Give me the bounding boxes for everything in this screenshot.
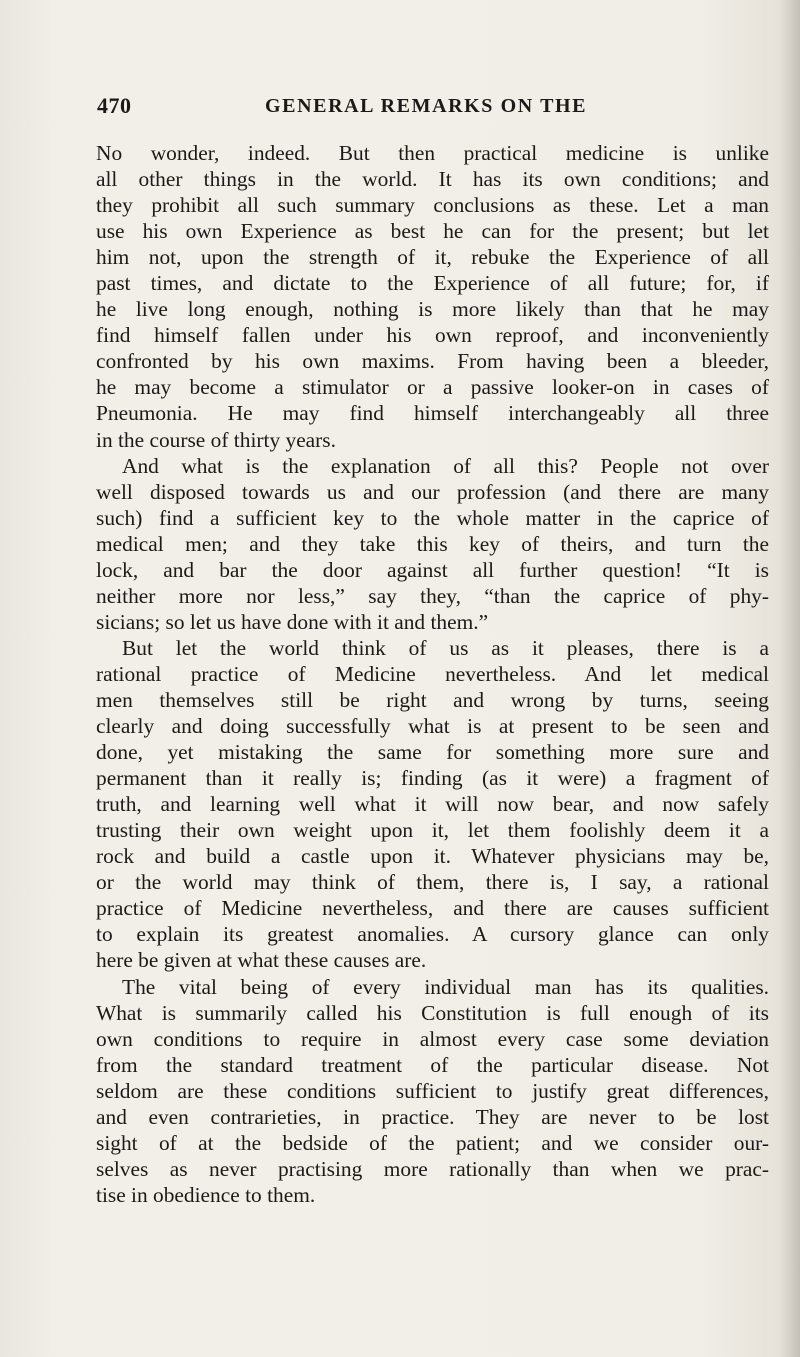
text-line: done, yet mistaking the same for something more sure and [96,740,769,765]
text-line: him not, upon the strength of it, rebuke the Experience of all [96,245,769,270]
body-text [96,140,769,1208]
text-line: sight of at the bedside of the patient; and we consider our- [96,1130,769,1155]
paragraph [96,140,769,453]
text-line: he live long enough, nothing is more likely than that he may [96,297,769,322]
text-line: trusting their own weight upon it, let them foolishly deem it a [96,818,769,843]
text-line: own conditions to require in almost every case some deviation [96,1026,769,1051]
text-line: well disposed towards us and our profession (and there are many [96,479,769,504]
text-line: The vital being of every individual man has its qualities. [122,974,769,999]
text-line: from the standard treatment of the particular disease. Not [96,1052,769,1077]
page-header [97,93,767,119]
text-line: sicians; so let us have done with it and them.” [96,609,489,634]
text-line: he may become a stimulator or a passive looker-on in cases of [96,375,769,400]
text-line: What is summarily called his Constitution is full enough of its [96,1000,769,1025]
text-line: Pneumonia. He may find himself interchangeably all three [96,401,769,426]
paragraph [96,453,769,635]
text-line: past times, and dictate to the Experience of all future; for, if [96,271,769,296]
text-line: such) find a sufficient key to the whole matter in the caprice of [96,505,769,530]
text-line: And what is the explanation of all this? People not over [122,453,769,478]
text-line: seldom are these conditions sufficient to justify great differences, [96,1078,769,1103]
text-line: and even contrarieties, in practice. They are never to be lost [96,1104,769,1129]
text-line: use his own Experience as best he can for the present; but let [96,219,769,244]
text-line: they prohibit all such summary conclusions as these. Let a man [96,193,769,218]
text-line: rational practice of Medicine nevertheless. And let medical [96,661,769,686]
text-line: confronted by his own maxims. From having been a bleeder, [96,349,769,374]
text-line: in the course of thirty years. [96,427,336,452]
text-line: practice of Medicine nevertheless, and there are causes sufficient [96,896,769,921]
page-edge-shadow [778,0,800,1357]
text-line: here be given at what these causes are. [96,948,427,973]
text-line: clearly and doing successfully what is at present to be seen and [96,714,769,739]
text-line: But let the world think of us as it pleases, there is a [122,635,769,660]
page-number: 470 [97,93,132,118]
text-line: rock and build a castle upon it. Whatever physicians may be, [96,844,769,869]
text-line: find himself fallen under his own reproof, and inconveniently [96,323,769,348]
text-line: all other things in the world. It has its own conditions; and [96,167,769,192]
text-line: men themselves still be right and wrong by turns, seeing [96,687,769,712]
text-line: permanent than it really is; finding (as it were) a fragment of [96,766,769,791]
paragraph [96,635,769,974]
running-head: GENERAL REMARKS ON THE [265,95,588,117]
text-line: No wonder, indeed. But then practical medicine is unlike [96,141,769,165]
text-line: medical men; and they take this key of theirs, and turn the [96,531,769,556]
text-line: lock, and bar the door against all further question! “It is [96,557,769,582]
paragraph [96,974,769,1208]
text-line: to explain its greatest anomalies. A cursory glance can only [96,922,769,947]
text-line: or the world may think of them, there is, I say, a rational [96,870,769,895]
text-line: tise in obedience to them. [96,1182,316,1207]
text-line: truth, and learning well what it will now bear, and now safely [96,792,769,817]
text-line: neither more nor less,” say they, “than the caprice of phy- [96,583,769,608]
text-line: selves as never practising more rationally than when we prac- [96,1156,769,1181]
